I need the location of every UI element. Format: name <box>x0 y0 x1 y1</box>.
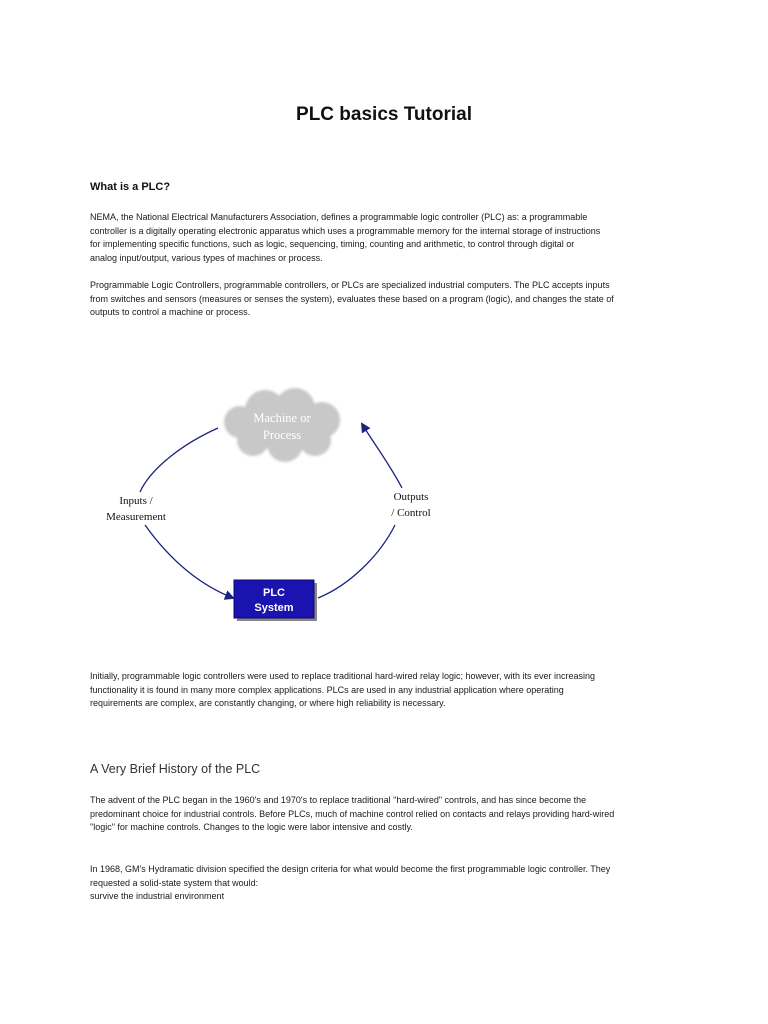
paragraph-line: NEMA, the National Electrical Manufacturers Association, defines a programmable logic controller (PLC) as: a programmable <box>90 212 588 222</box>
paragraph-line: controller is a digitally operating electronic apparatus which uses a programmable memory for the internal storage of instructions <box>90 225 601 236</box>
paragraph-nema-definition <box>90 211 678 265</box>
paragraph-line: functionality it is found in many more complex applications. PLCs are used in any industrial application where operating <box>90 684 564 695</box>
paragraph-line: survive the industrial environment <box>90 891 225 902</box>
arrow-plc-to-outputs <box>318 525 395 598</box>
plc-label-line1: PLC <box>263 587 285 599</box>
arrow-cloud-to-inputs <box>140 428 218 492</box>
cloud-label-line1: Machine or <box>253 411 311 425</box>
plc-system-box <box>234 580 317 621</box>
paragraph-line: The advent of the PLC began in the 1960's and 1970's to replace traditional "hard-wired" controls, and has since become the <box>90 795 587 805</box>
paragraph-line: In 1968, GM's Hydramatic division specified the design criteria for what would become the first programmable logic controller. They <box>90 864 611 874</box>
outputs-label-line2: / Control <box>391 507 431 519</box>
arrow-inputs-to-plc <box>145 525 233 598</box>
paragraph-history-1968 <box>90 863 678 904</box>
section-heading-history: A Very Brief History of the PLC <box>90 762 261 776</box>
outputs-label-line1: Outputs <box>393 491 429 503</box>
cloud-label-line2: Process <box>262 428 302 442</box>
paragraph-line: requested a solid-state system that would: <box>90 877 259 888</box>
paragraph-line: "logic" for machine controls. Changes to the logic were labor intensive and costly. <box>90 822 413 833</box>
paragraph-plc-description <box>90 279 678 320</box>
plc-loop-diagram <box>90 380 490 630</box>
inputs-label-line1: Inputs / <box>119 495 153 507</box>
paragraph-initial-use <box>90 670 678 711</box>
paragraph-line: outputs to control a machine or process. <box>90 307 251 318</box>
paragraph-line: requirements are complex, are constantly changing, or where high reliability is necessary. <box>90 698 446 709</box>
page-title: PLC basics Tutorial <box>296 104 472 125</box>
section-heading-what-is-plc: What is a PLC? <box>90 181 171 193</box>
paragraph-line: from switches and sensors (measures or senses the system), evaluates these based on a program (logic), and changes the state of <box>90 293 614 304</box>
inputs-label-line2: Measurement <box>106 511 166 523</box>
arrow-outputs-to-cloud <box>362 424 402 488</box>
paragraph-line: analog input/output, various types of machines or process. <box>90 252 323 263</box>
machine-process-cloud <box>224 388 340 462</box>
paragraph-line: Initially, programmable logic controllers were used to replace traditional hard-wired relay logic; however, with its ever increasing <box>90 671 596 681</box>
plc-label-line2: System <box>254 602 294 614</box>
paragraph-line: Programmable Logic Controllers, programmable controllers, or PLCs are specialized industrial computers. The PLC accepts inputs <box>90 280 610 290</box>
paragraph-line: for implementing specific functions, such as logic, sequencing, timing, counting and arithmetic, to control through digital or <box>90 239 575 250</box>
paragraph-history-advent <box>90 794 678 835</box>
paragraph-line: predominant choice for industrial controls. Before PLCs, much of machine control relied on contacts and relays providing hard-wired <box>90 808 615 819</box>
